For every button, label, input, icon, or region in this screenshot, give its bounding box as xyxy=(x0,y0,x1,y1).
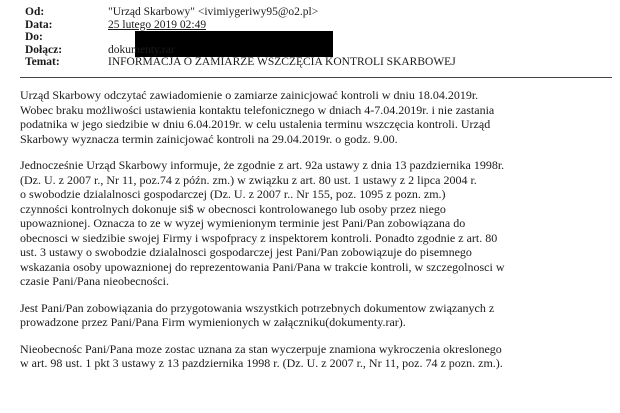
email-body xyxy=(20,88,612,371)
paragraph-gap xyxy=(20,330,612,342)
to-label: Do: xyxy=(25,31,43,44)
date-value: 25 lutego 2019 02:49 xyxy=(108,18,207,31)
body-line: czynności kontrolnych dokonuje si$ w obecnosci kontrolowanego lub osoby przez niego xyxy=(20,201,446,216)
body-line: Nieobecnośc Pani/Pana moze zostac uznana za stan wyczerpuje znamiona wykroczenia okreslonego xyxy=(20,341,502,356)
body-line: czasie Pani/Pana nieobecności. xyxy=(20,274,169,288)
attachment-value: dokumenty.rar xyxy=(108,43,175,56)
subject-value: INFORMACJA O ZAMIARZE WSZCZĘCIA KONTROLI SKARBOWEJ xyxy=(108,56,456,69)
body-line: w art. 98 ust. 1 pkt 3 ustawy z 13 pazdziernika 1998 r. (Dz. U. z 2007 r., Nr 11, poz. 74 z pozn. zm.). xyxy=(20,356,503,370)
body-line: o swobodzie dzialalnosci gospodarczej (Dz. U. z 2007 r.. Nr 155, poz. 1095 z pozn. zm.) xyxy=(20,187,446,201)
body-line: prowadzone przez Pani/Pana Firm wymienionych w załączniku(dokumenty.rar). xyxy=(20,315,406,329)
paragraph-gap xyxy=(20,146,612,158)
to-row xyxy=(20,31,620,44)
paragraph-1 xyxy=(20,88,612,146)
body-line: Wobec braku możliwości ustawienia kontaktu telefonicznego w dniach 4-7.04.2019r. i nie zastania xyxy=(20,102,495,117)
body-line: Jednocześnie Urząd Skarbowy informuje, że zgodnie z art. 92a ustawy z dnia 13 pazdziernika 1998r. xyxy=(20,158,505,172)
paragraph-3 xyxy=(20,301,612,330)
paragraph-4 xyxy=(20,342,612,371)
date-row xyxy=(20,19,620,32)
from-row xyxy=(20,6,620,19)
paragraph-gap xyxy=(20,289,612,301)
header-divider xyxy=(20,77,612,78)
body-line: Jest Pani/Pan zobowiązania do przygotowania wszystkich potrzebnych dokumentow związanych z xyxy=(20,300,495,315)
body-line: wskazania osoby upowaznionej do reprezentowania Pani/Pana w trakcie kontroli, w szczegolnosci w xyxy=(20,259,505,274)
body-line: podatnika w jego siedzibie w dniu 6.04.2019r. w celu ustalenia terminu wszczęcia kontroli. Urząd xyxy=(20,117,491,131)
body-line: ust. 3 ustawy o swobodzie dzialalnosci gospodarczej jest Pani/Pan zobowiązuje do pisemnego xyxy=(20,245,472,259)
attachment-row xyxy=(20,44,620,57)
attachment-label: Dołącz: xyxy=(25,43,63,56)
subject-label: Temat: xyxy=(25,56,60,69)
body-line: upowaznionej. Oznacza to ze w wyzej wymienionym terminie jest Pani/Pan zobowiązana do xyxy=(20,216,466,230)
body-line: (Dz. U. z 2007 r., Nr 11, poz.74 z późn. zm.) w związku z art. 80 ust. 1 ustawy z 2 lipca 2004 r. xyxy=(20,172,477,187)
from-value: "Urząd Skarbowy" <ivimiygeriwy95@o2.pl> xyxy=(108,6,319,18)
from-label: Od: xyxy=(25,6,45,18)
paragraph-2 xyxy=(20,158,612,289)
body-line: Skarbowy wyznacza termin zainicjować kontroli na 29.04.2019r. o godz. 9.00. xyxy=(20,131,398,146)
body-line: Urząd Skarbowy odczytać zawiadomienie o zamiarze zainicjować kontroli w dniu 18.04.2019r. xyxy=(20,88,479,102)
body-line: obecnosci w siedzibie swojej Firmy i wspofpracy z inspektorem kontroli. Ponadto zgodnie z art. 80 xyxy=(20,230,498,245)
date-label: Data: xyxy=(25,18,53,31)
subject-row xyxy=(20,56,620,69)
email-header xyxy=(20,6,620,69)
